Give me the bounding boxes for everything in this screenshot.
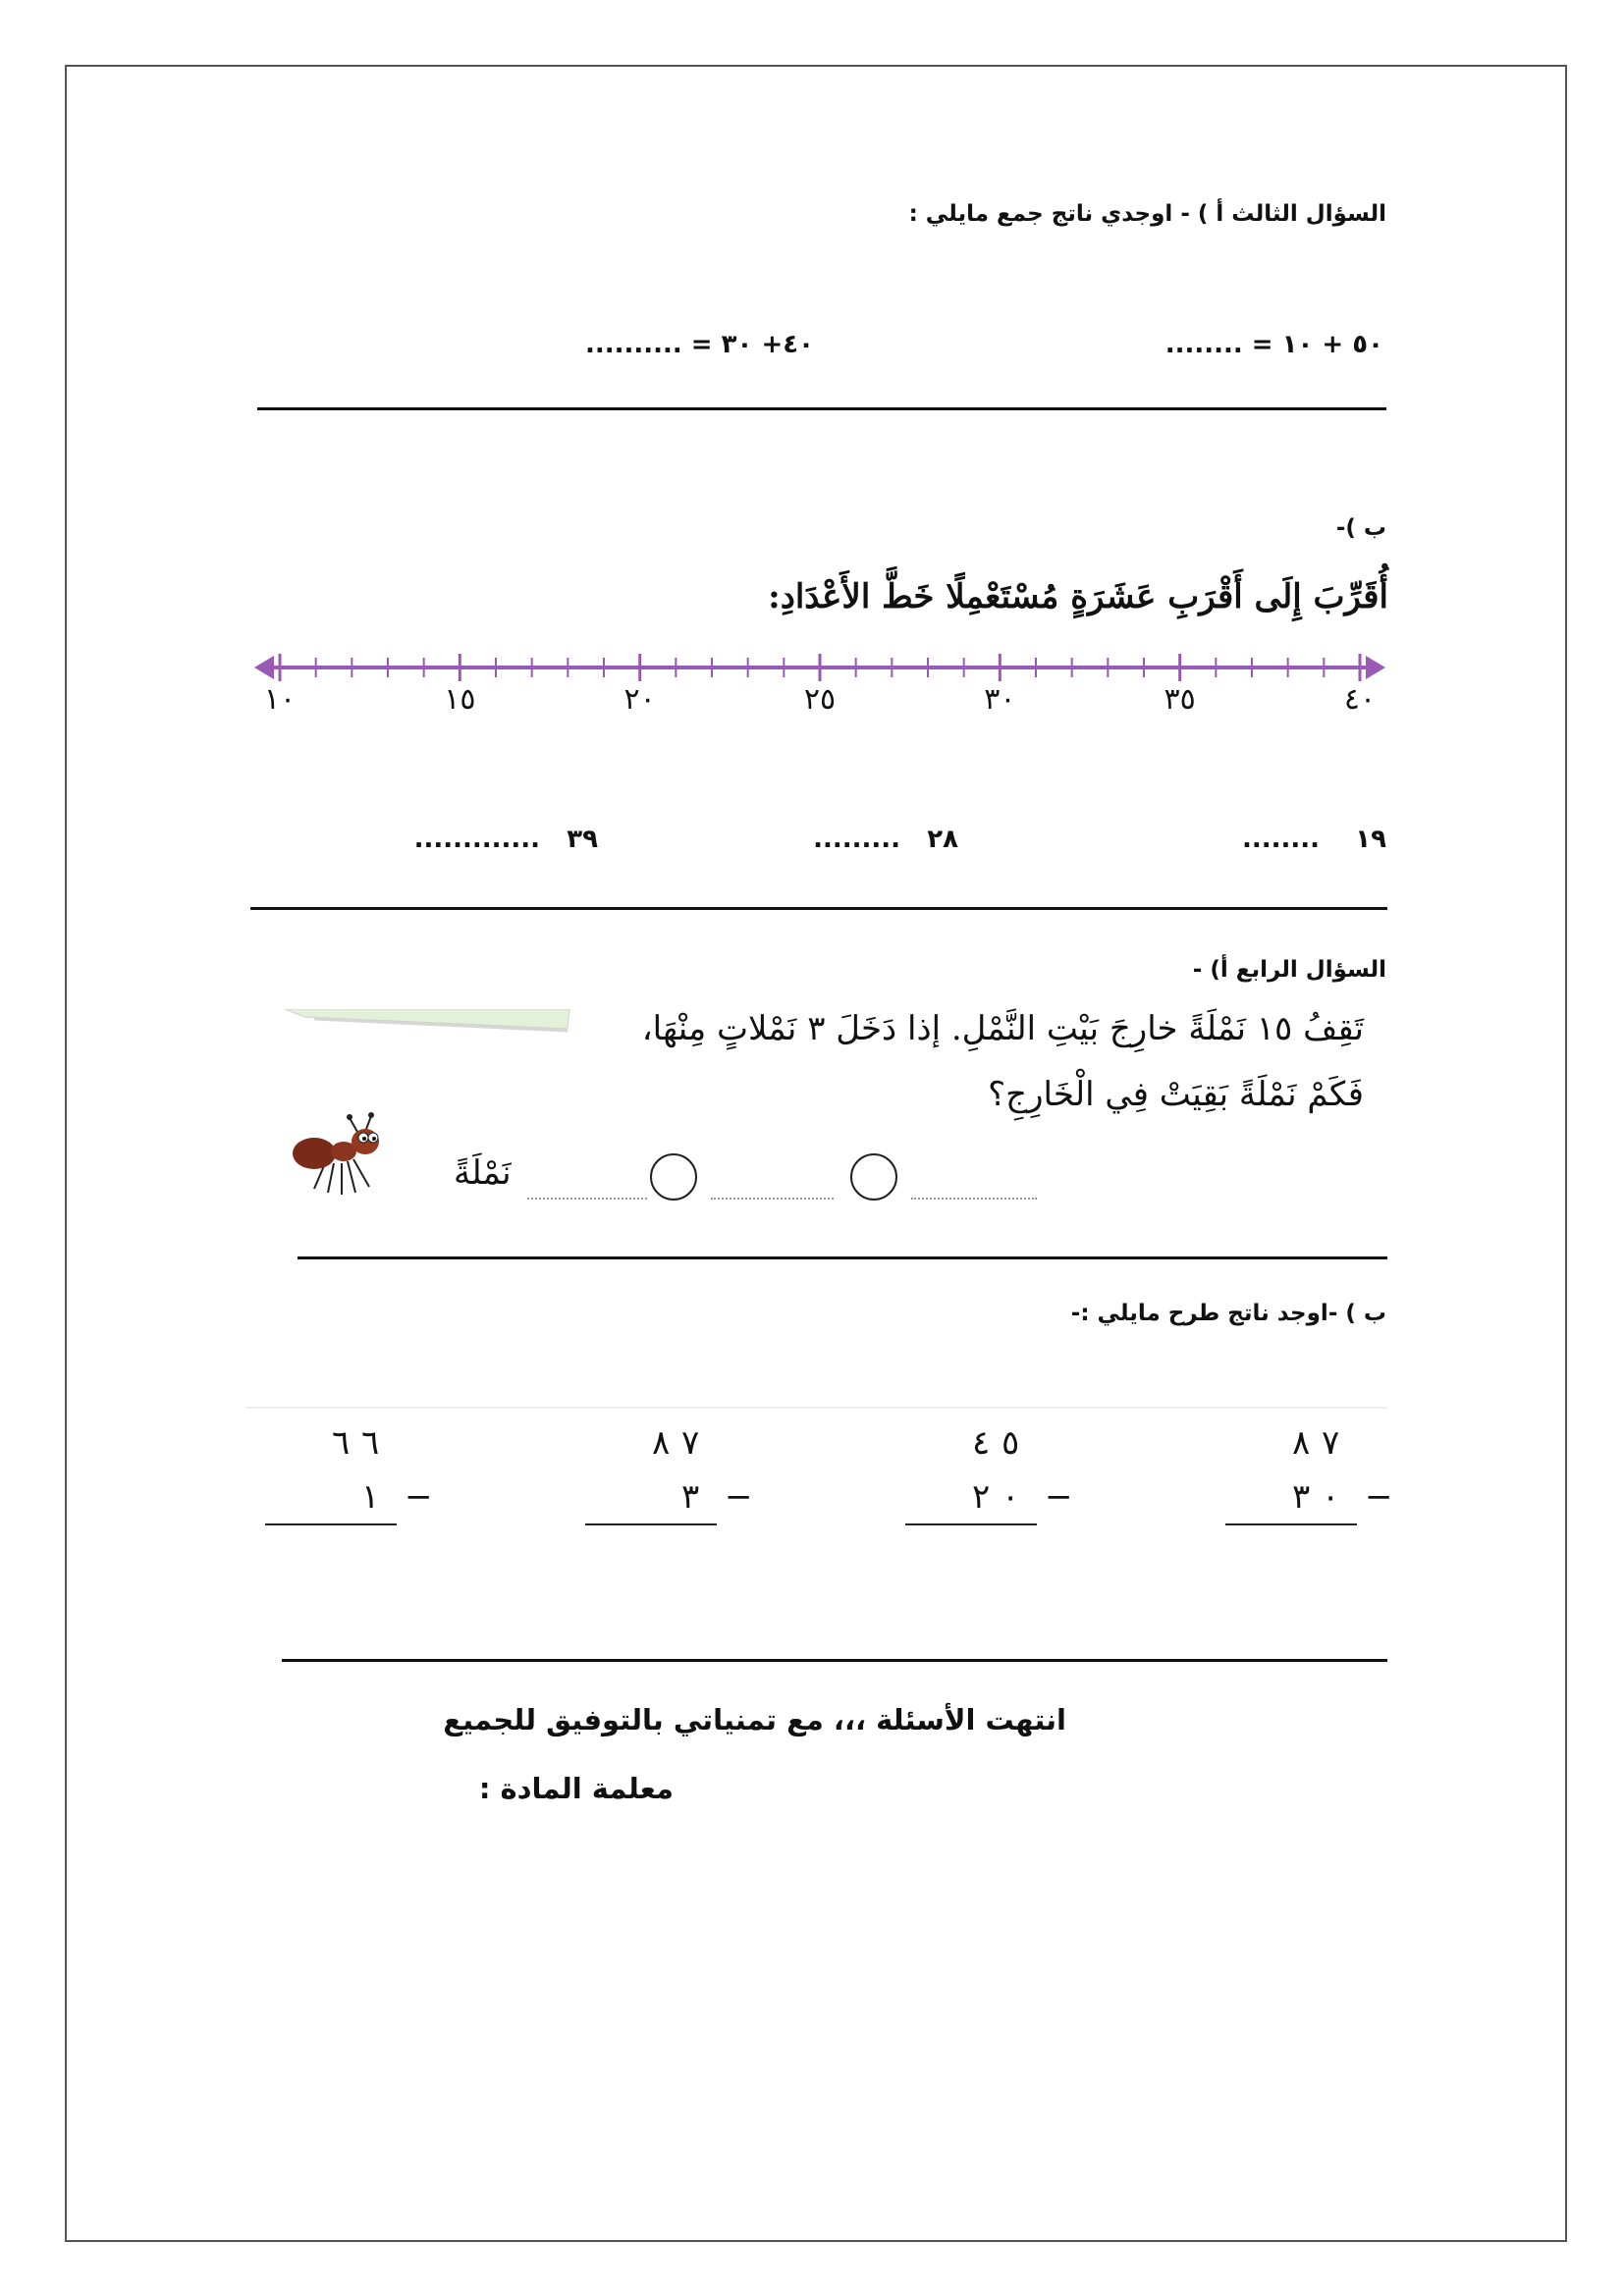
round-item-2-answer-blank[interactable]: ......... — [813, 825, 901, 854]
answer-unit: نَمْلَةً — [454, 1153, 512, 1193]
round-item-3-answer-blank[interactable]: ............. — [413, 825, 541, 854]
subtraction-minus-sign: − — [1045, 1477, 1073, 1517]
subtraction-top-digit: ٥ — [1001, 1423, 1020, 1463]
subtraction-top-digit: ٧ — [681, 1423, 700, 1463]
number-line-label: ١٠ — [263, 682, 297, 717]
q3-equation-1: ٥٠ + ١٠ = ........ — [1164, 330, 1383, 359]
q3-equation-2: ٤٠+ ٣٠ = .......... — [584, 330, 814, 359]
faint-line — [245, 1407, 1387, 1409]
green-card-decoration — [285, 1009, 579, 1039]
subtraction-top-digit: ٨ — [652, 1423, 671, 1463]
number-line-label: ١٥ — [444, 682, 476, 717]
round-item-2-number: ٢٨ — [927, 825, 958, 854]
subtraction-minus-sign: − — [405, 1477, 433, 1517]
q3-part-b-label: ب )- — [1335, 515, 1386, 541]
subtraction-answer-line[interactable] — [585, 1523, 717, 1525]
number-line-arrow-left — [254, 656, 274, 679]
round-item-3 — [414, 825, 598, 854]
number-line-arrow-right — [1366, 656, 1385, 679]
number-line-label: ٤٠ — [1343, 682, 1377, 717]
subtraction-minus-sign: − — [1365, 1477, 1393, 1517]
divider-3 — [298, 1256, 1387, 1259]
round-item-1-answer-blank[interactable]: ........ — [1242, 825, 1321, 854]
number-line-label: ٣٥ — [1164, 682, 1196, 717]
subtraction-bottom-digit: ٠ — [1001, 1477, 1020, 1517]
round-item-2 — [813, 825, 958, 854]
subtraction-top-digit: ٧ — [1322, 1423, 1340, 1463]
ant-icon — [287, 1112, 395, 1205]
answer-blank-1[interactable] — [527, 1198, 647, 1200]
divider-4 — [282, 1659, 1387, 1662]
subtraction-top-digit: ٦ — [361, 1423, 380, 1463]
subtraction-answer-line[interactable] — [265, 1523, 397, 1525]
subtraction-bottom-digit: ١ — [361, 1477, 380, 1517]
number-line-label: ٣٠ — [984, 682, 1016, 717]
q4-story-line-2: فَكَمْ نَمْلَةً بَقِيَتْ فِي الْخَارِجِ؟ — [988, 1075, 1364, 1114]
subtraction-top-digit: ٦ — [332, 1423, 351, 1463]
divider-2 — [250, 907, 1387, 910]
q3-instruction: أُقَرِّبَ إِلَى أَقْرَبِ عَشَرَةٍ مُسْتَعْمِلًا خَطَّ الأَعْدَادِ: — [768, 577, 1388, 616]
subtraction-bottom-digit: ٠ — [1322, 1477, 1340, 1517]
subtraction-top-digit: ٤ — [972, 1423, 991, 1463]
q4-title: السؤال الرابع أ) - — [1192, 957, 1386, 983]
footer-end-text: انتهت الأسئلة ،،، مع تمنياتي بالتوفيق للجميع — [443, 1703, 1066, 1736]
round-item-1-number: ١٩ — [1355, 825, 1386, 854]
divider-1 — [257, 407, 1386, 410]
q4-story-line-1: تَقِفُ ١٥ نَمْلَةً خارِجَ بَيْتِ النَّمْلِ. إذا دَخَلَ ٣ نَمْلاتٍ مِنْهَا، — [641, 1009, 1364, 1048]
subtraction-bottom-digit: ٢ — [972, 1477, 991, 1517]
answer-blank-3[interactable] — [911, 1198, 1037, 1200]
subtraction-bottom-digit: ٣ — [681, 1477, 700, 1517]
number-line-label: ٢٠ — [623, 682, 656, 717]
round-item-3-number: ٣٩ — [567, 825, 598, 854]
subtraction-answer-line[interactable] — [1225, 1523, 1357, 1525]
operation-circle-2[interactable] — [850, 1153, 897, 1201]
round-item-1 — [1242, 825, 1386, 854]
footer-teacher: معلمة المادة : — [478, 1772, 674, 1805]
number-line-ticks — [254, 654, 1385, 681]
number-line-label: ٢٥ — [803, 682, 837, 717]
q4-part-b-title: ب ) -اوجد ناتج طرح مايلي :- — [1070, 1301, 1386, 1326]
subtraction-answer-line[interactable] — [905, 1523, 1037, 1525]
q3-title: السؤال الثالث أ ) - اوجدي ناتج جمع مايلي : — [908, 201, 1386, 227]
subtraction-bottom-digit: ٣ — [1292, 1477, 1311, 1517]
subtraction-top-digit: ٨ — [1292, 1423, 1311, 1463]
subtraction-minus-sign: − — [725, 1477, 753, 1517]
operation-circle-1[interactable] — [650, 1153, 697, 1201]
answer-blank-2[interactable] — [711, 1198, 834, 1200]
